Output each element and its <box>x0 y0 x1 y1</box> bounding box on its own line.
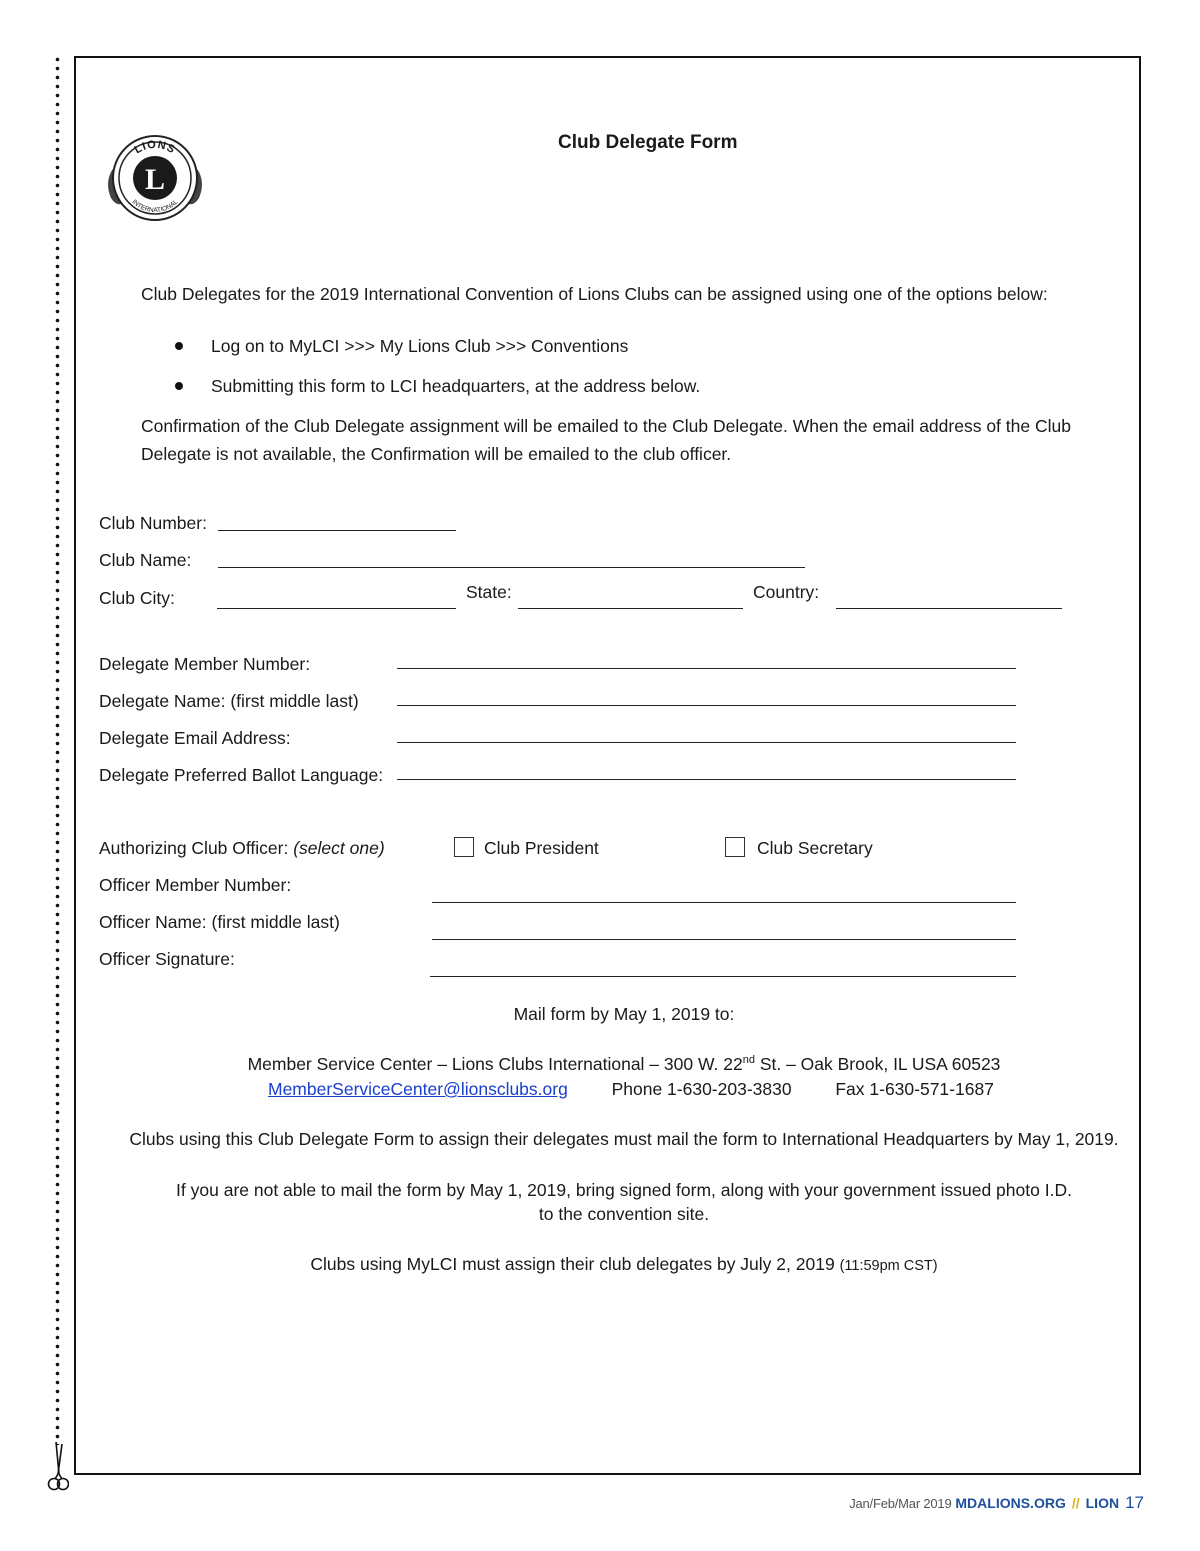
officer-signature-field[interactable] <box>430 976 1016 977</box>
delegate-ballot-language-label: Delegate Preferred Ballot Language: <box>99 765 384 785</box>
club-president-checkbox[interactable] <box>454 837 474 857</box>
address-part-1: Member Service Center – Lions Clubs International – 300 W. 22 <box>247 1054 743 1074</box>
fax-number: Fax 1-630-571-1687 <box>835 1079 994 1099</box>
officer-name-label: Officer Name: (first middle last) <box>99 912 340 932</box>
club-president-label: Club President <box>484 838 599 858</box>
confirmation-line-2: Delegate is not available, the Confirmation will be emailed to the club officer. <box>141 444 732 464</box>
delegate-email-label: Delegate Email Address: <box>99 728 291 748</box>
address-part-2: St. – Oak Brook, IL USA 60523 <box>754 1054 1001 1074</box>
bullet-icon <box>175 342 183 350</box>
page-footer <box>849 1493 1144 1513</box>
dotted-cut-line <box>55 55 60 1445</box>
club-city-label: Club City: <box>99 588 175 608</box>
club-number-label: Club Number: <box>99 513 207 533</box>
club-name-label: Club Name: <box>99 550 192 570</box>
country-label: Country: <box>753 582 820 602</box>
state-field[interactable] <box>518 608 743 609</box>
footer-issue: Jan/Feb/Mar 2019 <box>849 1496 952 1511</box>
option-mylci: Log on to MyLCI >>> My Lions Club >>> Conventions <box>211 336 629 356</box>
delegate-member-number-label: Delegate Member Number: <box>99 654 311 674</box>
mailing-address <box>0 1053 1200 1075</box>
mail-deadline-note: Clubs using this Club Delegate Form to assign their delegates must mail the form to International Headquarters by May 1, 2019. <box>129 1129 1119 1149</box>
intro-text: Club Delegates for the 2019 International Convention of Lions Clubs can be assigned using one of the options below: <box>141 284 1048 304</box>
authorizing-officer-hint: (select one) <box>293 838 385 858</box>
authorizing-officer-label <box>99 837 385 859</box>
country-field[interactable] <box>836 608 1062 609</box>
bullet-icon <box>175 382 183 390</box>
confirmation-line-1: Confirmation of the Club Delegate assignment will be emailed to the Club Delegate. When the email address of the Club <box>141 416 1071 436</box>
form-title: Club Delegate Form <box>558 132 738 153</box>
club-city-field[interactable] <box>217 608 456 609</box>
delegate-name-field[interactable] <box>397 705 1016 706</box>
lions-logo-icon <box>103 128 207 228</box>
email-link[interactable]: MemberServiceCenter@lionsclubs.org <box>268 1079 568 1099</box>
club-name-field[interactable] <box>218 567 805 568</box>
club-number-field[interactable] <box>218 530 456 531</box>
mylci-deadline-time: (11:59pm CST) <box>839 1258 938 1274</box>
state-label: State: <box>466 582 512 602</box>
address-superscript: nd <box>742 1054 755 1067</box>
footer-brand: LION <box>1085 1495 1120 1511</box>
delegate-ballot-language-field[interactable] <box>397 779 1016 780</box>
footer-site: MDALIONS.ORG <box>955 1495 1066 1511</box>
option-submit-form: Submitting this form to LCI headquarters, at the address below. <box>211 376 701 396</box>
delegate-name-label: Delegate Name: (first middle last) <box>99 691 359 711</box>
mail-heading: Mail form by May 1, 2019 to: <box>513 1004 735 1024</box>
officer-signature-label: Officer Signature: <box>99 949 235 969</box>
phone-number: Phone 1-630-203-3830 <box>611 1079 792 1099</box>
officer-member-number-label: Officer Member Number: <box>99 875 292 895</box>
delegate-email-field[interactable] <box>397 742 1016 743</box>
officer-name-field[interactable] <box>432 939 1016 940</box>
footer-separator: // <box>1071 1495 1080 1511</box>
footer-page-number: 17 <box>1125 1493 1144 1512</box>
late-note-line-2: to the convention site. <box>538 1204 710 1224</box>
scissors-icon <box>47 1440 69 1494</box>
authorizing-officer-text: Authorizing Club Officer: <box>99 838 289 858</box>
delegate-member-number-field[interactable] <box>397 668 1016 669</box>
officer-member-number-field[interactable] <box>432 902 1016 903</box>
mylci-deadline-note <box>0 1253 1200 1277</box>
club-secretary-label: Club Secretary <box>757 838 873 858</box>
logo-letter: L <box>144 163 166 196</box>
club-secretary-checkbox[interactable] <box>725 837 745 857</box>
mylci-deadline-text: Clubs using MyLCI must assign their club delegates by July 2, 2019 <box>310 1254 835 1274</box>
logo-bottom-text: INTERNATIONAL <box>130 198 180 215</box>
logo-top-text: LIONS <box>132 138 178 157</box>
late-note-line-1: If you are not able to mail the form by May 1, 2019, bring signed form, along with your government issued photo I.D. <box>176 1180 1072 1200</box>
contact-line <box>268 1078 994 1100</box>
